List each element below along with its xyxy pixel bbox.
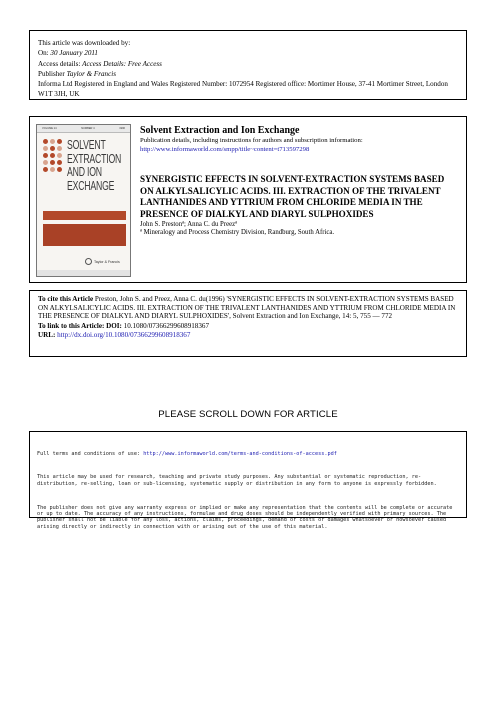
link-paragraph: To link to this Article: DOI: 10.1080/07366299608918367 bbox=[38, 321, 209, 330]
author-affiliation: ª Mineralogy and Process Chemistry Division, Randburg, South Africa. bbox=[140, 229, 335, 237]
article-header-box bbox=[29, 116, 467, 283]
journal-title: Solvent Extraction and Ion Exchange bbox=[140, 125, 300, 136]
cover-title: SOLVENT EXTRACTION AND ION EXCHANGE bbox=[67, 137, 122, 193]
citation-text: Preston, John S. and Preez, Anna C. du(1996) 'SYNERGISTIC EFFECTS IN SOLVENT-EXTRACTION SYSTEMS BASED ON ALKYLSALICYLIC ACIDS. III. EXTRACTION OF THE TRIVALENT LANTHANIDES AND YTTRIUM FROM CHLORIDE MEDIA IN THE PRESENCE OF DIALKYL AND DIARYL SULPHOXIDES', Solvent Extraction and Ion Exchange, 14: 5, 755 — 772 bbox=[38, 295, 456, 321]
url-paragraph: URL: http://dx.doi.org/10.1080/07366299608918367 bbox=[38, 331, 191, 339]
cover-color-block-large bbox=[43, 224, 126, 246]
taylor-francis-logo-icon bbox=[85, 258, 92, 265]
publisher-name: Taylor & Francis bbox=[66, 69, 116, 78]
citation-box bbox=[29, 290, 467, 357]
download-info-box bbox=[29, 30, 467, 100]
terms-url-link[interactable]: http://www.informaworld.com/terms-and-conditions-of-access.pdf bbox=[143, 450, 337, 457]
terms-paragraph-1: This article may be used for research, teaching and private study purposes. Any substantial or systematic reproduction, re-distribution, re-selling, loan or sub-licensing, systematic supply or distribution in any form to anyone is expressly forbidden. bbox=[37, 474, 437, 487]
cover-bottom-strip bbox=[37, 270, 130, 276]
scroll-down-notice: PLEASE SCROLL DOWN FOR ARTICLE bbox=[158, 409, 338, 420]
doi-value: 10.1080/07366299608918367 bbox=[123, 321, 209, 330]
publisher-line: Publisher Taylor & Francis bbox=[38, 69, 116, 78]
downloaded-by-line: This article was downloaded by: bbox=[38, 39, 131, 47]
cover-dot-pattern bbox=[43, 139, 65, 172]
article-title: SYNERGISTIC EFFECTS IN SOLVENT-EXTRACTION SYSTEMS BASED ON ALKYLSALICYLIC ACIDS. III. EXTRACTION OF THE TRIVALENT LANTHANIDES AND YTTRIUM FROM CHLORIDE MEDIA IN THE PRESENCE OF DIALKYL AND DIARYL SULPHOXIDES bbox=[140, 174, 445, 219]
cite-paragraph: To cite this Article Preston, John S. and Preez, Anna C. du(1996) 'SYNERGISTIC EFFECTS IN SOLVENT-EXTRACTION SYSTEMS BASED ON ALKYLSALICYLIC ACIDS. III. EXTRACTION OF THE TRIVALENT LANTHANIDES AND YTTRIUM FROM CHLORIDE MEDIA IN THE PRESENCE OF DIALKYL AND DIARYL SULPHOXIDES', Solvent Extraction and Ion Exchange, 14: 5, 755 — 772 bbox=[38, 295, 456, 321]
publisher-logo: Taylor & Francis bbox=[85, 258, 120, 265]
publication-details: Publication details, including instructions for authors and subscription information: bbox=[140, 137, 363, 144]
journal-cover-image bbox=[36, 124, 131, 277]
article-authors: John S. Prestonª; Anna C. du Preezª bbox=[140, 220, 238, 228]
download-date-line: On: 30 January 2011 bbox=[38, 49, 98, 58]
informa-registration: Informa Ltd Registered in England and Wales Registered Number: 1072954 Registered office: Mortimer House, 37-41 Mortimer Street, London W1T 3JH, UK bbox=[38, 80, 448, 99]
cover-color-block bbox=[43, 211, 126, 220]
download-date: 30 January 2011 bbox=[50, 49, 98, 58]
access-details-line: Access details: Access Details: Free Access bbox=[38, 59, 162, 68]
journal-info bbox=[140, 125, 458, 238]
access-details-value: Access Details: Free Access bbox=[82, 59, 162, 68]
terms-box bbox=[29, 431, 467, 530]
doi-url-link[interactable]: http://dx.doi.org/10.1080/07366299608918367 bbox=[57, 331, 191, 339]
terms-paragraph-2: The publisher does not give any warranty express or implied or make any representation that the contents will be complete or accurate or up to date. The accuracy of any instructions, formulae and drug doses should be independently verified with primary sources. The publisher shall not be liable for any loss, actions, claims, proceedings, demand or costs or damages whatsoever or howsoever caused arising directly or indirectly in connection with or arising out of the use of this material. bbox=[37, 504, 456, 530]
terms-line: Full terms and conditions of use: http://www.informaworld.com/terms-and-conditions-of-access.pdf bbox=[37, 450, 337, 457]
cover-top-strip: VOLUME 14 NUMBER 4 1996 bbox=[37, 125, 130, 133]
journal-url-link[interactable]: http://www.informaworld.com/smpp/title~content=t713597298 bbox=[140, 145, 310, 153]
